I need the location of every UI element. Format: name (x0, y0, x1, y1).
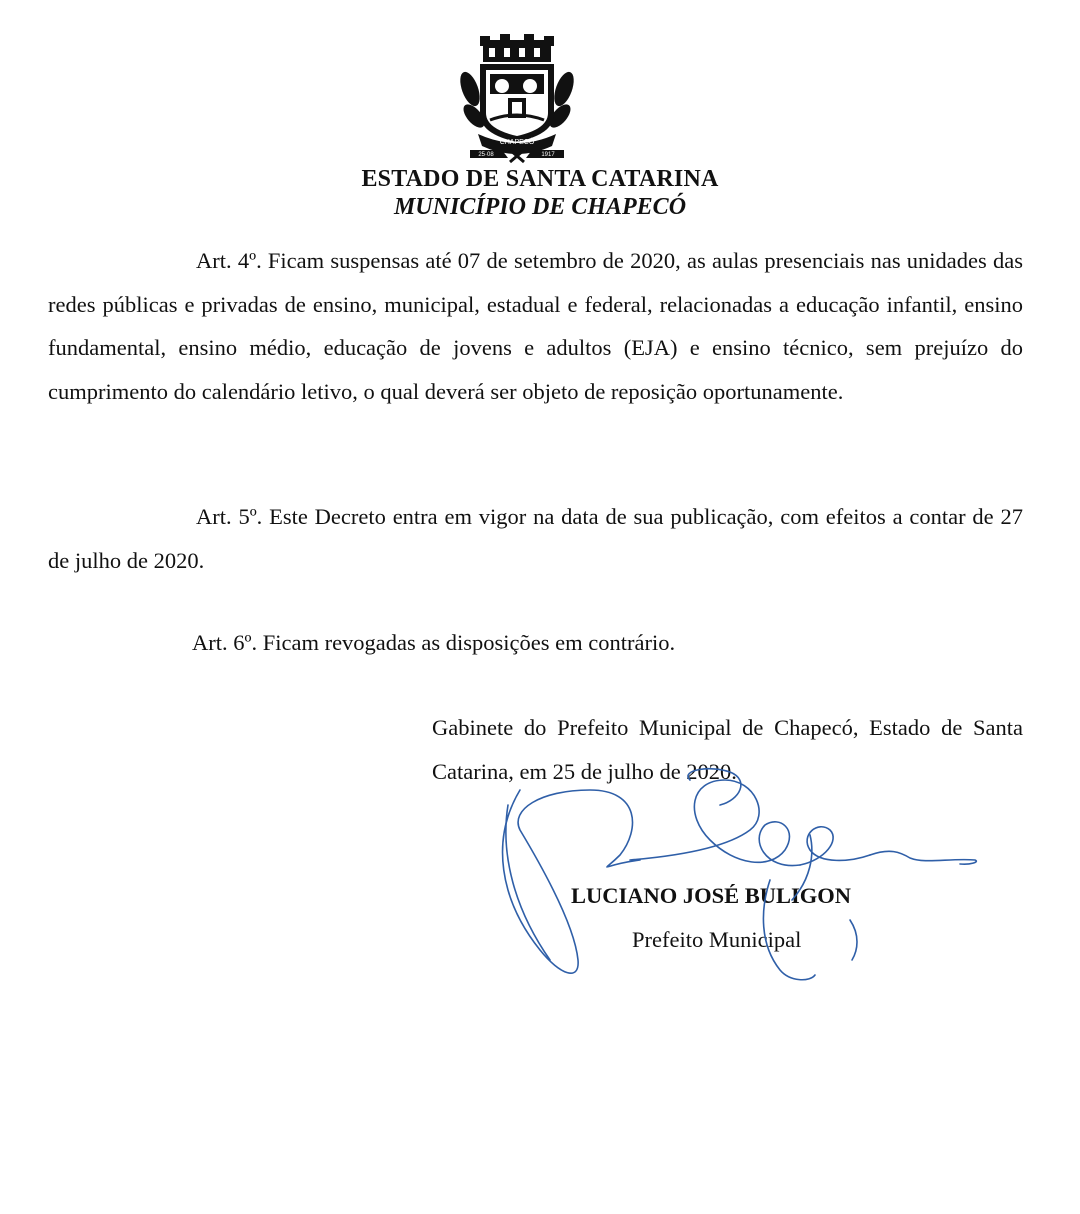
municipal-coat-of-arms-icon (456, 34, 578, 164)
article-5: Art. 5º. Este Decreto entra em vigor na data de sua publicação, com efeitos a contar de 27 de julho de 2020. (48, 504, 1023, 573)
header-state-title: ESTADO DE SANTA CATARINA (361, 166, 719, 192)
svg-text:CHAPECÓ: CHAPECÓ (499, 139, 535, 146)
article-6: Art. 6º. Ficam revogadas as disposições em contrário. (192, 630, 676, 655)
article-4: Art. 4º. Ficam suspensas até 07 de setembro de 2020, as aulas presenciais nas unidades das redes públicas e privadas de ensino, municipal, estadual e federal, relacionadas a educação infantil, ensino fundamental, ensino médio, educação de jovens e adultos (EJA) e ensino técnico, sem prejuízo do cumprimento do calendário letivo, o qual deverá ser objeto de reposição oportunamente. (48, 248, 1023, 404)
signer-role: Prefeito Municipal (632, 927, 802, 952)
svg-text:1917: 1917 (541, 152, 555, 158)
header-municipio-title: MUNICÍPIO DE CHAPECÓ (393, 194, 687, 220)
signer-name: LUCIANO JOSÉ BULIGON (571, 883, 852, 908)
handwritten-signature (480, 760, 980, 990)
closing-statement: Gabinete do Prefeito Municipal de Chapecó, Estado de Santa Catarina, em 25 de julho de 2020. (432, 715, 1023, 784)
svg-text:25·08: 25·08 (478, 152, 494, 158)
